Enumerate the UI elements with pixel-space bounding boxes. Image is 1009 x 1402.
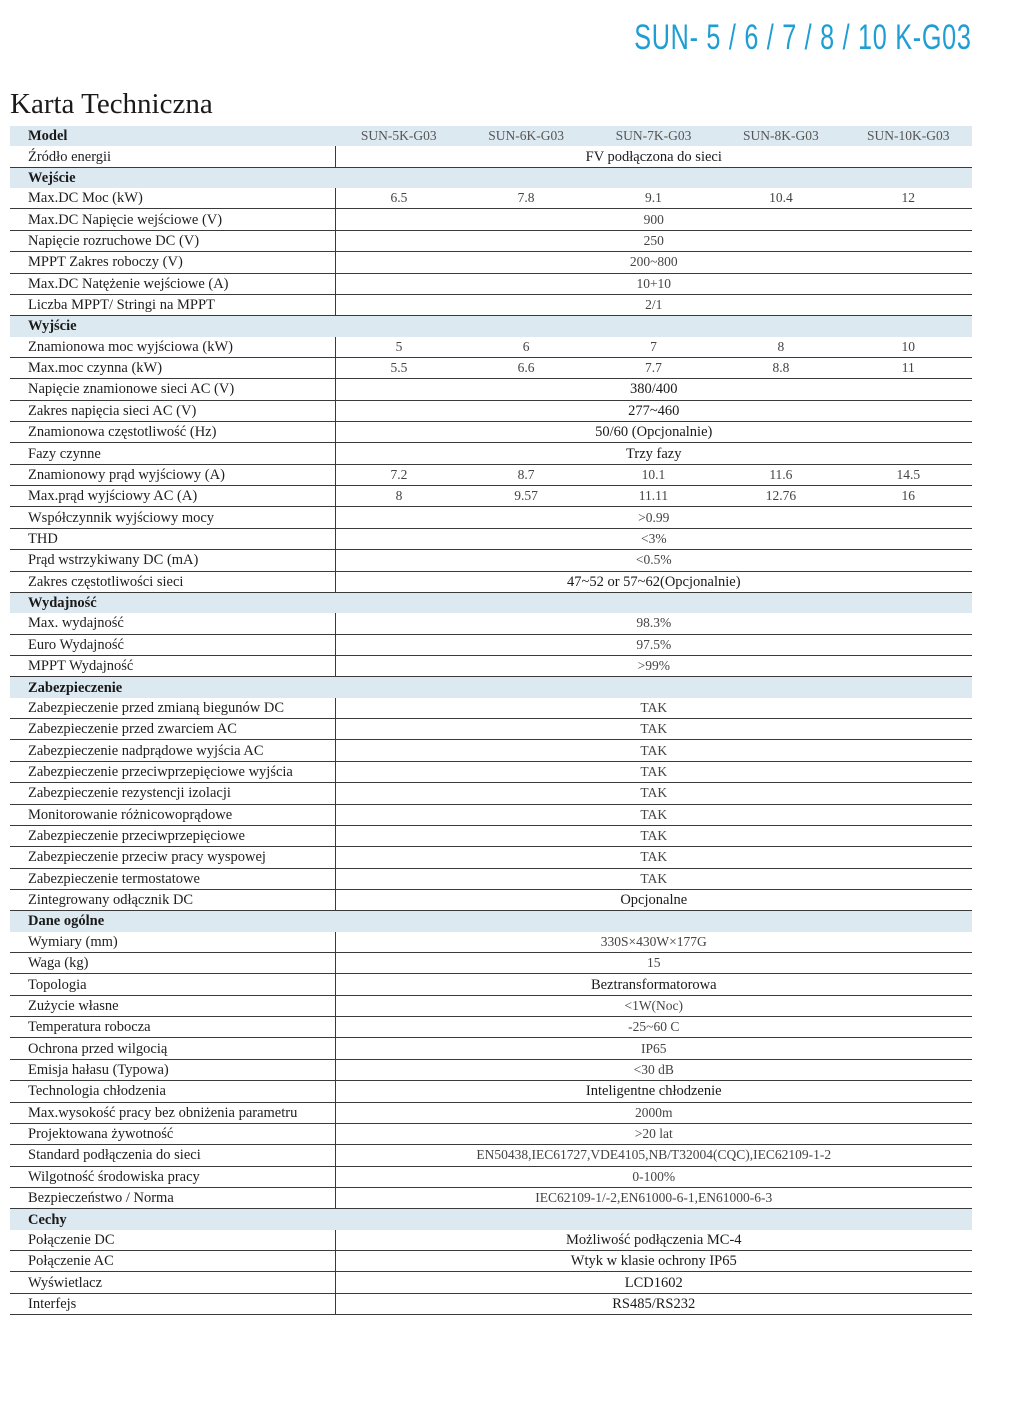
spec-row bbox=[10, 357, 972, 378]
spec-row bbox=[10, 740, 972, 761]
model-header-label: Model bbox=[10, 126, 335, 146]
spec-row bbox=[10, 698, 972, 719]
spec-label: Max.wysokość pracy bez obniżenia parametru bbox=[10, 1102, 335, 1123]
spec-value: 14.5 bbox=[845, 464, 972, 485]
spec-label: Liczba MPPT/ Stringi na MPPT bbox=[10, 294, 335, 315]
spec-value: 10.1 bbox=[590, 464, 717, 485]
spec-label: Połączenie AC bbox=[10, 1251, 335, 1272]
spec-label: Zabezpieczenie przeciwprzepięciowe wyjścia bbox=[10, 761, 335, 782]
spec-row bbox=[10, 995, 972, 1016]
spec-label: Standard podłączenia do sieci bbox=[10, 1145, 335, 1166]
spec-value: >0.99 bbox=[335, 507, 972, 528]
spec-value: 97.5% bbox=[335, 634, 972, 655]
spec-label: Zabezpieczenie przed zmianą biegunów DC bbox=[10, 698, 335, 719]
spec-value: 8 bbox=[335, 486, 462, 507]
section-row bbox=[10, 316, 972, 337]
spec-label: Projektowana żywotność bbox=[10, 1123, 335, 1144]
spec-value: 380/400 bbox=[335, 379, 972, 400]
spec-value: 7.7 bbox=[590, 357, 717, 378]
spec-label: Prąd wstrzykiwany DC (mA) bbox=[10, 550, 335, 571]
spec-row bbox=[10, 1166, 972, 1187]
spec-row bbox=[10, 804, 972, 825]
spec-value: 98.3% bbox=[335, 613, 972, 634]
spec-value: >99% bbox=[335, 655, 972, 676]
spec-row bbox=[10, 719, 972, 740]
spec-label: Napięcie rozruchowe DC (V) bbox=[10, 230, 335, 251]
spec-value: 9.57 bbox=[462, 486, 589, 507]
spec-row bbox=[10, 1081, 972, 1102]
spec-value: Inteligentne chłodzenie bbox=[335, 1081, 972, 1102]
section-row bbox=[10, 1209, 972, 1230]
spec-value: 250 bbox=[335, 230, 972, 251]
spec-label: Znamionowa częstotliwość (Hz) bbox=[10, 422, 335, 443]
spec-value: IP65 bbox=[335, 1038, 972, 1059]
spec-value: <1W(Noc) bbox=[335, 995, 972, 1016]
spec-label: Bezpieczeństwo / Norma bbox=[10, 1187, 335, 1208]
spec-label: Wilgotność środowiska pracy bbox=[10, 1166, 335, 1187]
spec-value: >20 lat bbox=[335, 1123, 972, 1144]
spec-value: 11 bbox=[845, 357, 972, 378]
spec-value: Możliwość podłączenia MC-4 bbox=[335, 1230, 972, 1251]
spec-label: Zakres częstotliwości sieci bbox=[10, 571, 335, 592]
spec-value: 10+10 bbox=[335, 273, 972, 294]
spec-value: 10.4 bbox=[717, 188, 844, 209]
spec-label: Max.DC Natężenie wejściowe (A) bbox=[10, 273, 335, 294]
spec-label: Napięcie znamionowe sieci AC (V) bbox=[10, 379, 335, 400]
spec-row bbox=[10, 230, 972, 251]
section-row bbox=[10, 911, 972, 932]
spec-label: Współczynnik wyjściowy mocy bbox=[10, 507, 335, 528]
spec-row bbox=[10, 337, 972, 358]
spec-row bbox=[10, 252, 972, 273]
spec-value: 5 bbox=[335, 337, 462, 358]
spec-value: 277~460 bbox=[335, 400, 972, 421]
spec-label: Temperatura robocza bbox=[10, 1017, 335, 1038]
spec-value: TAK bbox=[335, 825, 972, 846]
spec-row bbox=[10, 1272, 972, 1293]
spec-table bbox=[10, 126, 972, 1315]
section-row bbox=[10, 677, 972, 698]
spec-value: 12 bbox=[845, 188, 972, 209]
spec-value: 7 bbox=[590, 337, 717, 358]
spec-row bbox=[10, 1102, 972, 1123]
spec-value: LCD1602 bbox=[335, 1272, 972, 1293]
spec-row bbox=[10, 1059, 972, 1080]
spec-row bbox=[10, 400, 972, 421]
spec-row bbox=[10, 847, 972, 868]
spec-row bbox=[10, 825, 972, 846]
spec-label: Zużycie własne bbox=[10, 995, 335, 1016]
spec-label: Technologia chłodzenia bbox=[10, 1081, 335, 1102]
spec-value: 8.7 bbox=[462, 464, 589, 485]
section-title: Dane ogólne bbox=[10, 911, 972, 932]
page-title: Karta Techniczna bbox=[10, 88, 213, 120]
spec-label: Emisja hałasu (Typowa) bbox=[10, 1059, 335, 1080]
spec-row bbox=[10, 1038, 972, 1059]
spec-value: 6.5 bbox=[335, 188, 462, 209]
spec-row bbox=[10, 571, 972, 592]
spec-label: Max.moc czynna (kW) bbox=[10, 357, 335, 378]
spec-value: 12.76 bbox=[717, 486, 844, 507]
spec-label: Zabezpieczenie nadprądowe wyjścia AC bbox=[10, 740, 335, 761]
spec-value: <0.5% bbox=[335, 550, 972, 571]
spec-value: 10 bbox=[845, 337, 972, 358]
spec-value: 16 bbox=[845, 486, 972, 507]
spec-label: Znamionowa moc wyjściowa (kW) bbox=[10, 337, 335, 358]
model-name: SUN-8K-G03 bbox=[717, 126, 844, 146]
spec-label: MPPT Zakres roboczy (V) bbox=[10, 252, 335, 273]
spec-row bbox=[10, 1187, 972, 1208]
spec-row bbox=[10, 932, 972, 953]
spec-value: IEC62109-1/-2,EN61000-6-1,EN61000-6-3 bbox=[335, 1187, 972, 1208]
spec-row bbox=[10, 1293, 972, 1314]
spec-row bbox=[10, 761, 972, 782]
spec-value: TAK bbox=[335, 804, 972, 825]
spec-value: 9.1 bbox=[590, 188, 717, 209]
spec-value: TAK bbox=[335, 783, 972, 804]
spec-row bbox=[10, 783, 972, 804]
spec-value: 7.8 bbox=[462, 188, 589, 209]
model-name: SUN-5K-G03 bbox=[335, 126, 462, 146]
spec-label: Znamionowy prąd wyjściowy (A) bbox=[10, 464, 335, 485]
spec-label: Max.DC Moc (kW) bbox=[10, 188, 335, 209]
spec-value: FV podłączona do sieci bbox=[335, 146, 972, 167]
spec-value: Trzy fazy bbox=[335, 443, 972, 464]
spec-value: 7.2 bbox=[335, 464, 462, 485]
spec-label: Połączenie DC bbox=[10, 1230, 335, 1251]
spec-value: -25~60 C bbox=[335, 1017, 972, 1038]
spec-value: 2/1 bbox=[335, 294, 972, 315]
spec-value: 330S×430W×177G bbox=[335, 932, 972, 953]
spec-row bbox=[10, 146, 972, 167]
spec-value: <3% bbox=[335, 528, 972, 549]
spec-row bbox=[10, 209, 972, 230]
spec-value: 5.5 bbox=[335, 357, 462, 378]
spec-row bbox=[10, 464, 972, 485]
spec-label: Zabezpieczenie termostatowe bbox=[10, 868, 335, 889]
spec-label: Ochrona przed wilgocią bbox=[10, 1038, 335, 1059]
spec-value: Beztransformatorowa bbox=[335, 974, 972, 995]
spec-row bbox=[10, 486, 972, 507]
spec-value: TAK bbox=[335, 719, 972, 740]
spec-row bbox=[10, 273, 972, 294]
spec-value: 50/60 (Opcjonalnie) bbox=[335, 422, 972, 443]
spec-row bbox=[10, 379, 972, 400]
model-name: SUN-6K-G03 bbox=[462, 126, 589, 146]
spec-value: TAK bbox=[335, 740, 972, 761]
spec-label: Fazy czynne bbox=[10, 443, 335, 464]
spec-value: 8.8 bbox=[717, 357, 844, 378]
spec-row bbox=[10, 1230, 972, 1251]
spec-label: Max.DC Napięcie wejściowe (V) bbox=[10, 209, 335, 230]
section-title: Zabezpieczenie bbox=[10, 677, 972, 698]
spec-label: Wymiary (mm) bbox=[10, 932, 335, 953]
spec-row bbox=[10, 634, 972, 655]
model-name: SUN-10K-G03 bbox=[845, 126, 972, 146]
spec-value: 8 bbox=[717, 337, 844, 358]
spec-row bbox=[10, 422, 972, 443]
spec-label: Zakres napięcia sieci AC (V) bbox=[10, 400, 335, 421]
spec-row bbox=[10, 1145, 972, 1166]
spec-row bbox=[10, 1123, 972, 1144]
spec-label: Wyświetlacz bbox=[10, 1272, 335, 1293]
spec-row bbox=[10, 655, 972, 676]
spec-label: Źródło energii bbox=[10, 146, 335, 167]
table-header-row bbox=[10, 126, 972, 146]
spec-row bbox=[10, 868, 972, 889]
spec-label: Zabezpieczenie przed zwarciem AC bbox=[10, 719, 335, 740]
spec-row bbox=[10, 507, 972, 528]
spec-label: Interfejs bbox=[10, 1293, 335, 1314]
spec-value: 2000m bbox=[335, 1102, 972, 1123]
spec-value: 11.11 bbox=[590, 486, 717, 507]
spec-row bbox=[10, 188, 972, 209]
section-title: Wejście bbox=[10, 167, 972, 188]
section-row bbox=[10, 167, 972, 188]
spec-value: TAK bbox=[335, 761, 972, 782]
spec-row bbox=[10, 443, 972, 464]
spec-value: RS485/RS232 bbox=[335, 1293, 972, 1314]
spec-label: Waga (kg) bbox=[10, 953, 335, 974]
spec-row bbox=[10, 294, 972, 315]
spec-value: 11.6 bbox=[717, 464, 844, 485]
series-title: SUN- 5 / 6 / 7 / 8 / 10 K-G03 bbox=[634, 18, 972, 57]
spec-value: 0-100% bbox=[335, 1166, 972, 1187]
spec-row bbox=[10, 1017, 972, 1038]
spec-value: Opcjonalne bbox=[335, 889, 972, 910]
spec-label: Euro Wydajność bbox=[10, 634, 335, 655]
spec-value: 900 bbox=[335, 209, 972, 230]
section-title: Wydajność bbox=[10, 592, 972, 613]
spec-row bbox=[10, 953, 972, 974]
spec-row bbox=[10, 528, 972, 549]
spec-value: TAK bbox=[335, 698, 972, 719]
spec-label: Monitorowanie różnicowoprądowe bbox=[10, 804, 335, 825]
spec-row bbox=[10, 613, 972, 634]
spec-value: 200~800 bbox=[335, 252, 972, 273]
spec-value: 6.6 bbox=[462, 357, 589, 378]
spec-label: Zabezpieczenie przeciwprzepięciowe bbox=[10, 825, 335, 846]
spec-label: Zabezpieczenie rezystencji izolacji bbox=[10, 783, 335, 804]
spec-value: 15 bbox=[335, 953, 972, 974]
spec-value: 47~52 or 57~62(Opcjonalnie) bbox=[335, 571, 972, 592]
spec-label: Zabezpieczenie przeciw pracy wyspowej bbox=[10, 847, 335, 868]
spec-row bbox=[10, 550, 972, 571]
section-title: Cechy bbox=[10, 1209, 972, 1230]
spec-label: THD bbox=[10, 528, 335, 549]
spec-value: TAK bbox=[335, 868, 972, 889]
spec-value: <30 dB bbox=[335, 1059, 972, 1080]
spec-value: EN50438,IEC61727,VDE4105,NB/T32004(CQC),IEC62109-1-2 bbox=[335, 1145, 972, 1166]
spec-label: Zintegrowany odłącznik DC bbox=[10, 889, 335, 910]
section-title: Wyjście bbox=[10, 316, 972, 337]
spec-value: 6 bbox=[462, 337, 589, 358]
spec-label: Max.prąd wyjściowy AC (A) bbox=[10, 486, 335, 507]
spec-row bbox=[10, 974, 972, 995]
model-name: SUN-7K-G03 bbox=[590, 126, 717, 146]
section-row bbox=[10, 592, 972, 613]
spec-value: Wtyk w klasie ochrony IP65 bbox=[335, 1251, 972, 1272]
spec-label: Max. wydajność bbox=[10, 613, 335, 634]
spec-label: Topologia bbox=[10, 974, 335, 995]
spec-label: MPPT Wydajność bbox=[10, 655, 335, 676]
spec-row bbox=[10, 1251, 972, 1272]
spec-value: TAK bbox=[335, 847, 972, 868]
spec-row bbox=[10, 889, 972, 910]
